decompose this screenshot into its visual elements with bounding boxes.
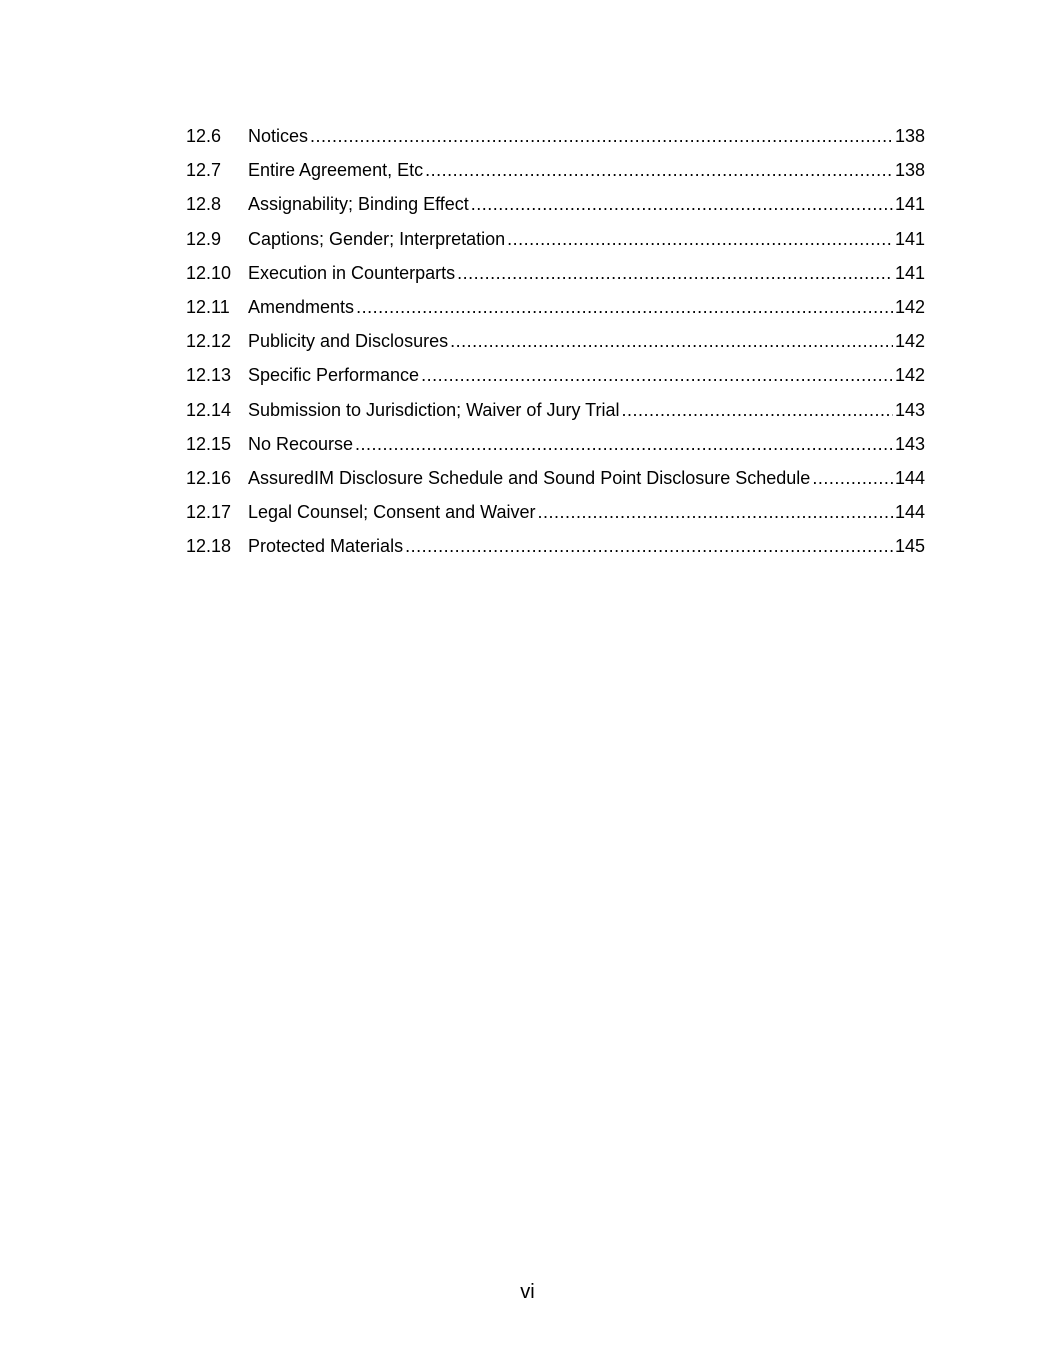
toc-entry-title: Publicity and Disclosures: [248, 331, 449, 352]
toc-entry-number: 12.6: [186, 126, 222, 146]
toc-entry-page: 141: [894, 194, 925, 215]
dot-leader: [356, 292, 893, 322]
toc-entry-page: 143: [894, 399, 925, 420]
toc-entry-12-10[interactable]: [186, 258, 925, 292]
toc-entry-page: 142: [894, 296, 925, 317]
toc-entry-page: 144: [894, 502, 925, 523]
table-of-contents: [186, 121, 925, 565]
toc-entry-12-7[interactable]: [186, 155, 925, 189]
toc-entry-number: 12.17: [186, 502, 232, 523]
toc-entry-12-8[interactable]: [186, 189, 925, 223]
toc-entry-page: 142: [894, 365, 925, 386]
toc-entry-number: 12.8: [186, 194, 222, 215]
dot-leader: [450, 326, 893, 356]
toc-entry-12-18[interactable]: [186, 531, 925, 565]
toc-entry-title: Legal Counsel; Consent and Waiver: [248, 502, 536, 523]
toc-entry-title: Assignability; Binding Effect: [248, 194, 469, 215]
toc-entry-title: Submission to Jurisdiction; Waiver of Jury Trial: [248, 399, 620, 420]
dot-leader: [538, 497, 893, 527]
toc-entry-number: 12.9: [186, 228, 222, 249]
toc-entry-page: 143: [894, 433, 925, 454]
toc-entry-12-16[interactable]: [186, 463, 925, 497]
toc-entry-title: No Recourse: [248, 433, 354, 454]
page-number: vi: [520, 1281, 535, 1303]
toc-entry-page: 141: [894, 262, 925, 283]
dot-leader: [355, 429, 893, 459]
toc-entry-12-17[interactable]: [186, 497, 925, 531]
toc-entry-title: Specific Performance: [248, 365, 420, 386]
toc-entry-title: Captions; Gender; Interpretation: [248, 228, 506, 249]
toc-entry-page: 142: [894, 331, 925, 352]
toc-entry-number: 12.18: [186, 536, 232, 557]
toc-entry-page: 145: [894, 536, 925, 557]
toc-entry-number: 12.16: [186, 467, 232, 488]
toc-entry-number: 12.13: [186, 365, 232, 386]
toc-entry-title: Amendments: [248, 296, 355, 317]
toc-entry-12-12[interactable]: [186, 326, 925, 360]
toc-entry-number: 12.12: [186, 331, 232, 352]
toc-entry-title: Protected Materials: [248, 536, 404, 557]
dot-leader: [425, 155, 893, 185]
toc-entry-title: Notices: [248, 126, 309, 146]
toc-entry-12-14[interactable]: [186, 395, 925, 429]
toc-entry-title: AssuredIM Disclosure Schedule and Sound Point Disclosure Schedule: [248, 467, 811, 488]
toc-entry-12-9[interactable]: [186, 224, 925, 258]
toc-entry-12-13[interactable]: [186, 360, 925, 394]
dot-leader: [457, 258, 893, 288]
dot-leader: [310, 121, 893, 151]
toc-entry-page: 141: [894, 228, 925, 249]
toc-entry-page: 144: [894, 467, 925, 488]
toc-entry-page: 138: [894, 126, 925, 146]
toc-entry-number: 12.11: [186, 296, 230, 317]
dot-leader: [421, 360, 893, 390]
toc-entry-12-15[interactable]: [186, 429, 925, 463]
toc-entry-12-11[interactable]: [186, 292, 925, 326]
dot-leader: [621, 395, 893, 425]
toc-entry-12-6[interactable]: [186, 121, 925, 155]
dot-leader: [471, 189, 893, 219]
toc-entry-number: 12.15: [186, 433, 232, 454]
toc-entry-number: 12.7: [186, 160, 222, 181]
dot-leader: [812, 463, 893, 493]
toc-entry-number: 12.14: [186, 399, 232, 420]
dot-leader: [507, 224, 893, 254]
toc-entry-title: Execution in Counterparts: [248, 262, 456, 283]
dot-leader: [405, 531, 893, 561]
toc-entry-number: 12.10: [186, 262, 232, 283]
toc-entry-page: 138: [894, 160, 925, 181]
toc-entry-title: Entire Agreement, Etc: [248, 160, 424, 181]
